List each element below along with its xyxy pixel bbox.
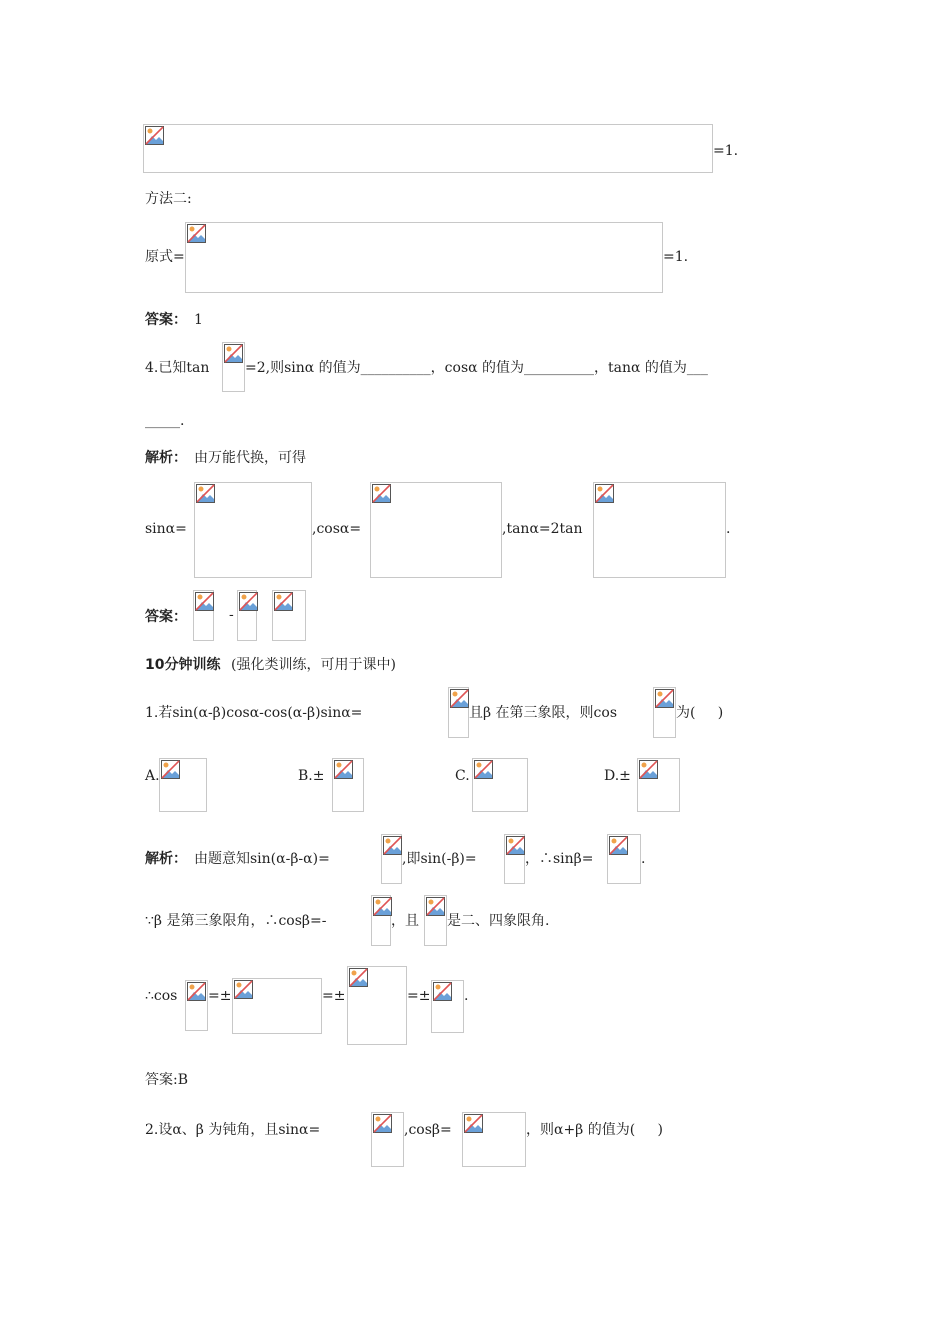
text: ∵β 是第三象限角，∴cosβ=-: [145, 913, 327, 929]
broken-image-icon: [196, 484, 215, 503]
option-b: B.±: [298, 768, 325, 784]
formula-image: [371, 895, 391, 946]
formula-image: [193, 590, 214, 641]
text: _____.: [145, 413, 185, 429]
text: ,cosβ=: [404, 1122, 452, 1138]
text: ,cosα=: [312, 521, 362, 537]
text: ∴cos: [145, 988, 178, 1004]
text: ,tanα=2tan: [502, 521, 583, 537]
broken-image-icon: [609, 836, 628, 855]
text: 由题意知sin(α-β-α)=: [194, 851, 330, 867]
text: ,即sin(-β)=: [402, 851, 477, 867]
text: 为( ): [676, 705, 724, 721]
analysis-label: 解析：: [145, 851, 187, 867]
broken-image-icon: [224, 344, 243, 363]
formula-image: [448, 687, 469, 738]
broken-image-icon: [595, 484, 614, 503]
broken-image-icon: [639, 760, 658, 779]
broken-image-icon: [195, 592, 214, 611]
formula-image: [462, 1112, 526, 1167]
broken-image-icon: [372, 484, 391, 503]
formula-image: [222, 342, 245, 392]
broken-image-icon: [274, 592, 293, 611]
text: =±: [322, 988, 346, 1004]
analysis-label: 解析：: [145, 450, 187, 466]
formula-image: [607, 834, 641, 884]
text: ，则α+β 的值为( ): [526, 1122, 663, 1138]
answer-value: 1: [194, 312, 203, 328]
broken-image-icon: [433, 982, 452, 1001]
broken-image-icon: [450, 689, 469, 708]
broken-image-icon: [187, 224, 206, 243]
text: 是二、四象限角.: [447, 913, 550, 929]
formula-image: [472, 758, 528, 812]
broken-image-icon: [373, 897, 392, 916]
text: =±: [407, 988, 431, 1004]
text: sinα=: [145, 521, 187, 537]
text: =2,则sinα 的值为__________，cosα 的值为__________，tanα 的值为___: [245, 360, 708, 376]
option-a: A.: [145, 768, 160, 784]
option-c: C.: [455, 768, 470, 784]
section-subtitle: (强化类训练，可用于课中): [231, 657, 396, 673]
formula-image: [653, 687, 676, 738]
formula-image: [637, 758, 680, 812]
formula-image: [431, 980, 464, 1033]
text: 1.若sin(α-β)cosα-cos(α-β)sinα=: [145, 705, 363, 721]
text: 且β 在第三象限，则cos: [469, 705, 617, 721]
broken-image-icon: [426, 897, 445, 916]
text: .: [464, 988, 469, 1004]
formula-image: [185, 980, 208, 1031]
broken-image-icon: [373, 1114, 392, 1133]
text: .: [726, 521, 731, 537]
answer-label: 答案：: [145, 609, 187, 625]
broken-image-icon: [349, 968, 368, 987]
broken-image-icon: [161, 760, 180, 779]
formula-image: [593, 482, 726, 578]
section-title: 10分钟训练: [145, 657, 221, 673]
formula-image: [332, 758, 364, 812]
broken-image-icon: [474, 760, 493, 779]
broken-image-icon: [506, 836, 525, 855]
formula-image: [232, 978, 322, 1034]
broken-image-icon: [383, 836, 402, 855]
text: 方法二:: [145, 191, 192, 207]
answer-text: 答案:B: [145, 1072, 189, 1088]
broken-image-icon: [334, 760, 353, 779]
text: ，且: [391, 913, 419, 929]
formula-image: [185, 222, 663, 293]
formula-image: [504, 834, 525, 884]
text: 2.设α、β 为钝角，且sinα=: [145, 1122, 321, 1138]
text: .: [641, 851, 646, 867]
formula-image: [143, 124, 713, 173]
broken-image-icon: [187, 982, 206, 1001]
broken-image-icon: [145, 126, 164, 145]
formula-image: [237, 590, 257, 641]
formula-image: [272, 590, 306, 641]
text: 由万能代换，可得: [194, 450, 306, 466]
formula-image: [371, 1112, 404, 1167]
formula-image: [370, 482, 502, 578]
text: 4.已知tan: [145, 360, 210, 376]
formula-image: [159, 758, 207, 812]
text: =1.: [663, 249, 689, 265]
answer-label: 答案：: [145, 312, 187, 328]
broken-image-icon: [239, 592, 258, 611]
broken-image-icon: [655, 689, 674, 708]
broken-image-icon: [234, 980, 253, 999]
formula-image: [194, 482, 312, 578]
text: 原式=: [145, 249, 185, 265]
option-d: D.±: [604, 768, 631, 784]
formula-image: [347, 966, 407, 1045]
text: =1.: [713, 143, 739, 159]
text: ，∴sinβ=: [525, 851, 594, 867]
formula-image: [424, 895, 447, 946]
broken-image-icon: [464, 1114, 483, 1133]
text: -: [229, 607, 234, 623]
text: =±: [208, 988, 232, 1004]
formula-image: [381, 834, 402, 884]
